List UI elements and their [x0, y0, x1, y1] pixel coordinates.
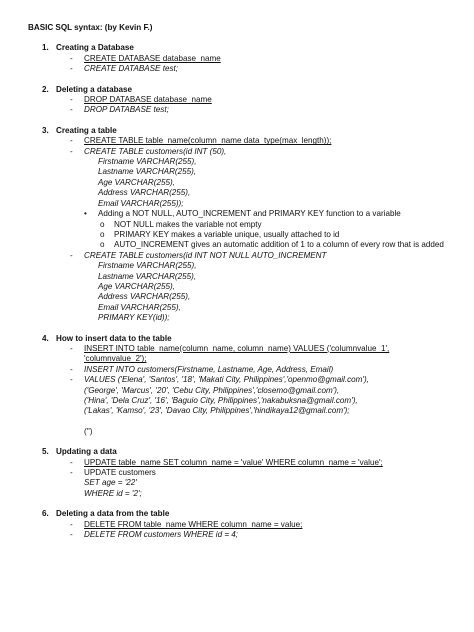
- syntax-line: CREATE TABLE table_name(column_name data_type(max_length));: [84, 136, 332, 146]
- example-line: Address VARCHAR(255),: [98, 292, 191, 302]
- section-heading: [42, 334, 454, 344]
- section-number: 3.: [42, 125, 49, 135]
- section-heading: [42, 126, 454, 136]
- example-line: SET age = '22': [84, 478, 137, 488]
- section-heading: [42, 509, 454, 519]
- example-line: CREATE DATABASE test;: [84, 64, 178, 74]
- sub-text: PRIMARY KEY makes a variable unique, usually attached to id: [114, 229, 340, 239]
- section-number: 5.: [42, 447, 49, 457]
- example-line: Email VARCHAR(255),: [98, 302, 181, 312]
- dash-marker: -: [70, 95, 73, 105]
- example-line: Age VARCHAR(255),: [98, 281, 175, 291]
- bullet-text: Adding a NOT NULL, AUTO_INCREMENT and PRIMARY KEY function to a variable: [98, 209, 401, 219]
- example-line: CREATE TABLE customers(id INT NOT NULL AUTO_INCREMENT: [84, 250, 327, 260]
- sub-marker: o: [100, 229, 105, 239]
- syntax-line: INSERT INTO table_name(column_name, column_name) VALUES ('columnvalue_1',: [84, 343, 390, 353]
- syntax-line: DELETE FROM table_name WHERE column_name = value;: [84, 519, 303, 529]
- list-item: [70, 147, 454, 209]
- dash-marker: -: [70, 364, 73, 374]
- example-line: WHERE id = '2';: [84, 488, 142, 498]
- section-heading: [42, 85, 454, 95]
- section-number: 2.: [42, 84, 49, 94]
- sub-marker: o: [100, 240, 105, 250]
- sub-item: [100, 240, 454, 250]
- values-block: [84, 375, 454, 417]
- section-update-data: [28, 447, 454, 499]
- example-line: Lastname VARCHAR(255),: [98, 271, 197, 281]
- section-title: Creating a table: [56, 125, 117, 135]
- dash-marker: -: [70, 530, 73, 540]
- list-item: [70, 530, 454, 540]
- example-line: Firstname VARCHAR(255),: [98, 261, 197, 271]
- syntax-line: UPDATE table_name SET column_name = 'value' WHERE column_name = 'value';: [84, 457, 383, 467]
- syntax-block: [84, 344, 454, 365]
- example-line: INSERT INTO customers(Firstname, Lastname, Age, Address, Email): [84, 364, 334, 374]
- example-block: [84, 468, 454, 499]
- sub-text: AUTO_INCREMENT gives an automatic addition of 1 to a column of every row that is added: [114, 240, 444, 250]
- example-line: UPDATE customers: [84, 468, 156, 478]
- section-number: 4.: [42, 333, 49, 343]
- example-line: DELETE FROM customers WHERE id = 4;: [84, 530, 239, 540]
- example-block: [84, 251, 454, 324]
- dash-marker: -: [70, 343, 73, 353]
- section-number: 6.: [42, 509, 49, 519]
- list-item: [70, 95, 454, 105]
- section-insert-data: [28, 334, 454, 438]
- section-create-database: [28, 43, 454, 74]
- bullet-item: [84, 209, 454, 219]
- sub-text: NOT NULL makes the variable not empty: [114, 219, 262, 229]
- sub-marker: o: [100, 219, 105, 229]
- dash-marker: -: [70, 64, 73, 74]
- example-line: Lastname VARCHAR(255),: [98, 167, 197, 177]
- example-line: Address VARCHAR(255),: [98, 188, 191, 198]
- section-title: Creating a Database: [56, 43, 134, 53]
- values-line: ('Lakas', 'Kamso', '23', 'Davao City, Philippines','hindikaya12@gmail.com');: [84, 406, 350, 416]
- list-item: [70, 468, 454, 499]
- example-line: PRIMARY KEY(id));: [98, 313, 170, 323]
- quote-note: (''): [84, 426, 93, 436]
- list-item: [70, 520, 454, 530]
- example-line: CREATE TABLE customers(id INT (50),: [84, 146, 227, 156]
- list-item: [70, 365, 454, 375]
- example-block: [84, 147, 454, 209]
- values-line: VALUES ('Elena', 'Santos', '18', 'Makati City, Philippines','openmo@gmail.com'),: [84, 375, 369, 385]
- list-item: [70, 64, 454, 74]
- section-title: Deleting a database: [56, 84, 133, 94]
- dash-marker: -: [70, 375, 73, 385]
- section-delete-data: [28, 509, 454, 540]
- section-heading: [42, 43, 454, 53]
- example-line: Age VARCHAR(255),: [98, 177, 175, 187]
- list-item: [70, 344, 454, 365]
- section-delete-database: [28, 85, 454, 116]
- dash-marker: -: [70, 105, 73, 115]
- list-item: [70, 251, 454, 324]
- example-line: Firstname VARCHAR(255),: [98, 157, 197, 167]
- section-heading: [42, 447, 454, 457]
- section-title: Updating a data: [56, 447, 117, 457]
- list-item: [70, 136, 454, 146]
- syntax-line: 'columnvalue_2');: [84, 354, 147, 364]
- list-item: [70, 105, 454, 115]
- bullet-marker: •: [84, 209, 87, 219]
- section-title: How to insert data to the table: [56, 333, 172, 343]
- dash-marker: -: [70, 136, 73, 146]
- list-item: [70, 54, 454, 64]
- list-item: [70, 375, 454, 417]
- values-line: ('George', 'Marcus', '20', 'Cebu City, Philippines','closemo@gmail.com'),: [84, 385, 340, 395]
- dash-marker: -: [70, 250, 73, 260]
- dash-marker: -: [70, 468, 73, 478]
- dash-marker: -: [70, 53, 73, 63]
- dash-marker: -: [70, 457, 73, 467]
- syntax-line: DROP DATABASE database_name: [84, 95, 212, 105]
- sub-item: [100, 220, 454, 230]
- list-item: [70, 458, 454, 468]
- example-line: DROP DATABASE test;: [84, 105, 169, 115]
- syntax-line: CREATE DATABASE database_name: [84, 53, 221, 63]
- dash-marker: -: [70, 146, 73, 156]
- section-create-table: [28, 126, 454, 324]
- document-title: BASIC SQL syntax: (by Kevin F.): [28, 23, 153, 32]
- section-title: Deleting a data from the table: [56, 509, 170, 519]
- section-number: 1.: [42, 43, 49, 53]
- example-line: Email VARCHAR(255));: [98, 198, 184, 208]
- values-line: ('Hina', 'Dela Cruz', '16', 'Baguio City, Philippines','nakabuksna@gmail.com'),: [84, 396, 358, 405]
- dash-marker: -: [70, 519, 73, 529]
- sub-item: [100, 230, 454, 240]
